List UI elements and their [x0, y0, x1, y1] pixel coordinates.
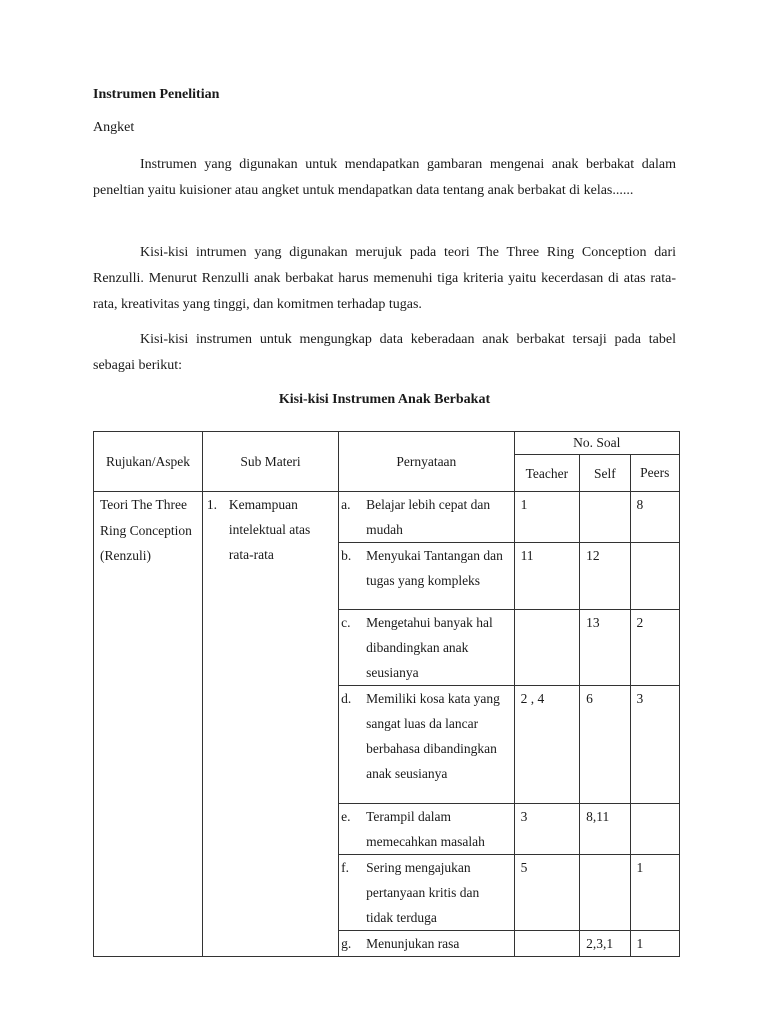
- peers-number-cell: 1: [630, 855, 679, 931]
- peers-number-cell: 3: [630, 686, 679, 804]
- header-teacher: Teacher: [514, 455, 580, 492]
- pernyataan-letter: a.: [341, 497, 351, 512]
- pernyataan-letter: c.: [341, 615, 351, 630]
- pernyataan-letter: f.: [341, 860, 349, 875]
- teacher-number-cell: [514, 931, 580, 957]
- header-no-soal: [514, 432, 679, 455]
- self-number-cell: [580, 855, 630, 931]
- paragraph-theory: Kisi-kisi intrumen yang digunakan merujuk pada teori The Three Ring Conception dari Renzulli. Menurut Renzulli anak berbakat harus memenuhi tiga kriteria yaitu kecerdasan di atas rata-rata, kreativitas yang tinggi, dan komitmen terhadap tugas.: [93, 245, 676, 312]
- pernyataan-cell: [339, 610, 514, 686]
- peers-number-cell: [630, 804, 679, 855]
- pernyataan-text: Mengetahui banyak hal dibandingkan anak seusianya: [366, 615, 493, 680]
- teacher-number-cell: 5: [514, 855, 580, 931]
- peers-number-cell: 2: [630, 610, 679, 686]
- self-number-cell: 2,3,1: [580, 931, 630, 957]
- table-row: [94, 492, 680, 543]
- self-number-cell: 12: [580, 543, 630, 610]
- pernyataan-letter: d.: [341, 691, 352, 706]
- paragraph-table-intro: Kisi-kisi instrumen untuk mengungkap data keberadaan anak berbakat tersaji pada tabel sebagai berikut:: [93, 332, 676, 373]
- self-number-cell: 13: [580, 610, 630, 686]
- pernyataan-cell: [339, 492, 514, 543]
- pernyataan-letter: b.: [341, 548, 352, 563]
- peers-number-cell: 8: [630, 492, 679, 543]
- pernyataan-letter: e.: [341, 809, 351, 824]
- teacher-number-cell: 2 , 4: [514, 686, 580, 804]
- peers-number-cell: 1: [630, 931, 679, 957]
- paragraph-intro: Instrumen yang digunakan untuk mendapatkan gambaran mengenai anak berbakat dalam peneltian yaitu kuisioner atau angket untuk mendapatkan data tentang anak berbakat di kelas......: [93, 157, 676, 198]
- subsection-heading: Angket: [93, 120, 135, 135]
- header-self: Self: [580, 455, 630, 492]
- self-number-cell: [580, 492, 630, 543]
- sub-materi-cell: [202, 492, 338, 957]
- teacher-number-cell: 3: [514, 804, 580, 855]
- pernyataan-text: Menyukai Tantangan dan tugas yang kompleks: [366, 548, 503, 588]
- section-heading: Instrumen Penelitian: [93, 87, 220, 102]
- header-pernyataan: [339, 432, 514, 492]
- pernyataan-cell: [339, 686, 514, 804]
- teacher-number-cell: 11: [514, 543, 580, 610]
- table-title: Kisi-kisi Instrumen Anak Berbakat: [278, 392, 491, 407]
- teacher-number-cell: 1: [514, 492, 580, 543]
- aspek-cell: Teori The Three Ring Conception (Renzuli): [94, 492, 203, 957]
- self-number-cell: 6: [580, 686, 630, 804]
- pernyataan-text: Sering mengajukan pertanyaan kritis dan tidak terduga: [366, 860, 480, 925]
- sub-materi-number: 1.: [206, 497, 218, 512]
- pernyataan-cell: [339, 804, 514, 855]
- instrument-table: [93, 431, 680, 957]
- header-pernyataan-label: Pernyataan: [396, 454, 457, 469]
- pernyataan-cell: [339, 931, 514, 957]
- header-aspek: [94, 432, 203, 492]
- self-number-cell: 8,11: [580, 804, 630, 855]
- header-aspek-label: Rujukan/Aspek: [105, 453, 190, 469]
- pernyataan-text: Terampil dalam memecahkan masalah: [366, 809, 485, 849]
- header-peers: Peers: [630, 455, 679, 492]
- pernyataan-text: Menunjukan rasa: [366, 936, 460, 951]
- pernyataan-text: Belajar lebih cepat dan mudah: [366, 497, 491, 537]
- sub-materi-text: Kemampuan intelektual atas rata-rata: [228, 497, 311, 562]
- pernyataan-cell: [339, 543, 514, 610]
- pernyataan-letter: g.: [341, 936, 352, 951]
- teacher-number-cell: [514, 610, 580, 686]
- peers-number-cell: [630, 543, 679, 610]
- pernyataan-text: Memiliki kosa kata yang sangat luas da lancar berbahasa dibandingkan anak seusianya: [366, 691, 500, 781]
- header-sub-materi: [202, 432, 338, 492]
- header-sub-materi-label: Sub Materi: [240, 454, 301, 469]
- header-no-soal-label: No. Soal: [573, 435, 621, 450]
- pernyataan-cell: [339, 855, 514, 931]
